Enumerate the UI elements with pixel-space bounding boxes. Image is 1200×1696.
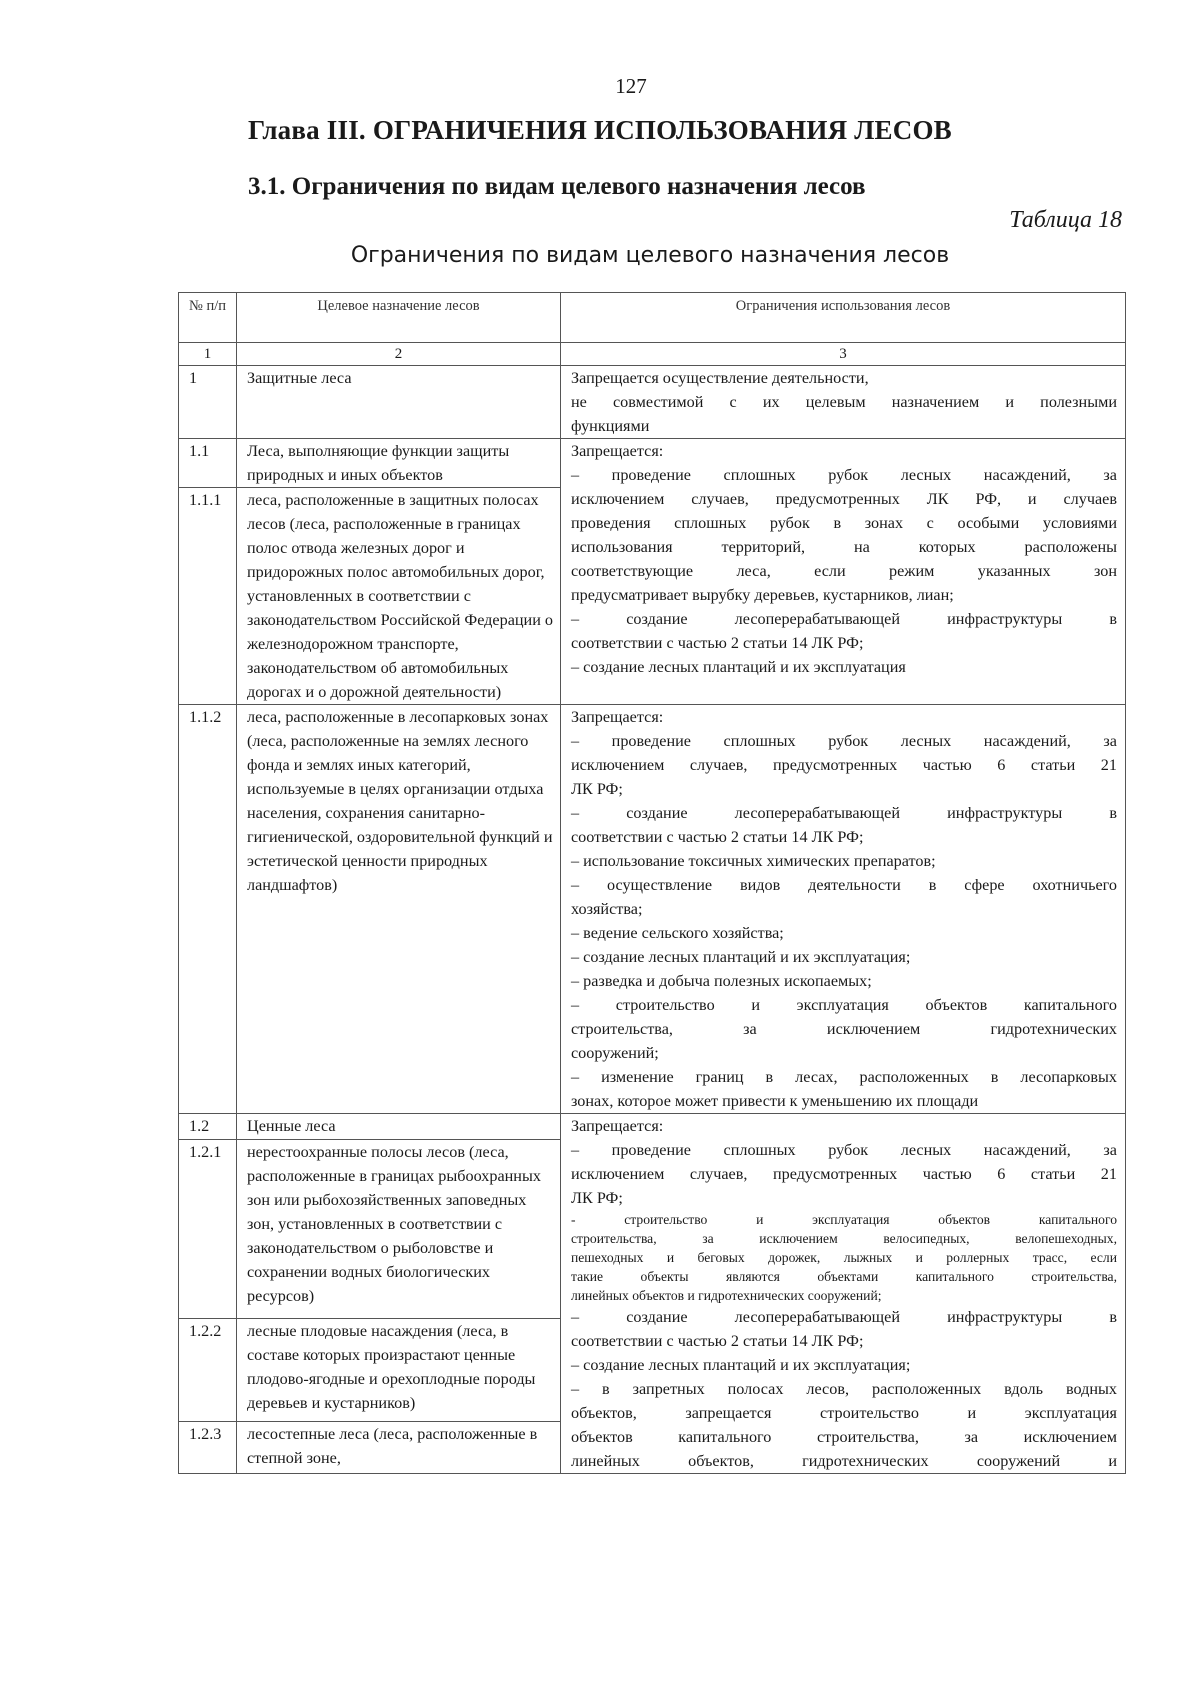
row-purpose: леса, расположенные в лесопарковых зонах (леса, расположенные на землях лесного фонда и землях иных категорий, используемые в целях организации отдыха населения, сохранения санитарно-гигиенической, оздоровительной функций и эстетической ценности природных ландшафтов) (237, 705, 561, 1114)
restriction-line: – создание лесоперерабатывающей инфраструктуры в (571, 804, 1117, 822)
restriction-line: Запрещается: (571, 442, 664, 460)
restriction-line: – создание лесных плантаций и их эксплуатация; (571, 1356, 911, 1374)
header-purpose: Целевое назначение лесов (237, 293, 561, 343)
restriction-line: – проведение сплошных рубок лесных насаждений, за (571, 466, 1117, 484)
row-num: 1 (179, 366, 237, 439)
restriction-line: пешеходных и беговых дорожек, лыжных и роллерных трасс, если (571, 1250, 1117, 1265)
restriction-line: Запрещается: (571, 708, 664, 726)
table-header-row (179, 293, 1126, 343)
restriction-line: такие объекты являются объектами капитального строительства, (571, 1269, 1117, 1284)
restriction-line: объектов капитального строительства, за исключением (571, 1428, 1117, 1446)
restriction-line: – использование токсичных химических препаратов; (571, 852, 936, 870)
header-num: № п/п (179, 293, 237, 343)
merged-restrictions-1-1 (561, 439, 1126, 705)
restriction-line: не совместимой с их целевым назначением и полезными (571, 393, 1117, 411)
restriction-line: сооружений; (571, 1044, 659, 1062)
restriction-line: – в запретных полосах лесов, расположенных вдоль водных (571, 1380, 1117, 1398)
row-num: 1.1.1 (179, 488, 237, 705)
header-restrictions: Ограничения использования лесов (561, 293, 1126, 343)
row-purpose: леса, расположенные в защитных полосах лесов (леса, расположенные в границах полос отвода железных дорог и придорожных полос автомобильных дорог, установленных в соответствии с законодательством Российской Федерации о железнодорожном транспорте, законодательством об автомобильных дорогах и о дорожной деятельности) (237, 488, 561, 705)
restriction-line: – ведение сельского хозяйства; (571, 924, 784, 942)
row-num: 1.1 (179, 439, 237, 488)
restriction-line: линейных объектов, гидротехнических сооружений и (571, 1452, 1117, 1470)
restriction-line: – создание лесоперерабатывающей инфраструктуры в (571, 610, 1117, 628)
restriction-line: - строительство и эксплуатация объектов капитального (571, 1212, 1117, 1227)
restriction-line: исключением случаев, предусмотренных частью 6 статьи 21 (571, 756, 1117, 774)
page-number: 127 (615, 74, 647, 98)
restriction-line: – осуществление видов деятельности в сфере охотничьего (571, 876, 1117, 894)
restriction-line: Запрещается: (571, 1117, 664, 1135)
section-title: 3.1. Ограничения по видам целевого назначения лесов (248, 173, 866, 200)
restriction-line: соответствии с частью 2 статьи 14 ЛК РФ; (571, 1332, 864, 1350)
restriction-line: – изменение границ в лесах, расположенных в лесопарковых (571, 1068, 1117, 1086)
col-number-1: 1 (179, 343, 237, 366)
row-restrictions (561, 366, 1126, 439)
restriction-line: соответствии с частью 2 статьи 14 ЛК РФ; (571, 828, 864, 846)
restrictions-table (178, 292, 1126, 1474)
restriction-line: строительства, за исключением велосипедных, велопешеходных, (571, 1231, 1117, 1246)
row-purpose: лесные плодовые насаждения (леса, в составе которых произрастают ценные плодово-ягодные и орехоплодные породы деревьев и кустарников) (237, 1319, 561, 1422)
chapter-title: Глава III. ОГРАНИЧЕНИЯ ИСПОЛЬЗОВАНИЯ ЛЕСОВ (248, 115, 952, 145)
restriction-line: – проведение сплошных рубок лесных насаждений, за (571, 732, 1117, 750)
table-row (179, 1114, 1126, 1140)
restriction-line: – разведка и добыча полезных ископаемых; (571, 972, 872, 990)
restriction-line: – создание лесных плантаций и их эксплуатация (571, 658, 906, 676)
restriction-line: использования территорий, на которых расположены (571, 538, 1117, 556)
restriction-line: – проведение сплошных рубок лесных насаждений, за (571, 1141, 1117, 1159)
restriction-line: исключением случаев, предусмотренных частью 6 статьи 21 (571, 1165, 1117, 1183)
table-caption: Ограничения по видам целевого назначения лесов (350, 243, 950, 268)
restriction-line: Запрещается осуществление деятельности, (571, 369, 869, 387)
row-purpose: Леса, выполняющие функции защиты природных и иных объектов (237, 439, 561, 488)
row-purpose: Защитные леса (237, 366, 561, 439)
row-num: 1.2 (179, 1114, 237, 1140)
restriction-line: исключением случаев, предусмотренных ЛК РФ, и случаев (571, 490, 1117, 508)
restriction-line: предусматривает вырубку деревьев, кустарников, лиан; (571, 586, 954, 604)
table-row (179, 705, 1126, 1114)
row-restrictions (561, 705, 1126, 1114)
restriction-line: функциями (571, 417, 650, 435)
restriction-line: хозяйства; (571, 900, 643, 918)
table-row (179, 439, 1126, 488)
row-purpose: нерестоохранные полосы лесов (леса, расположенные в границах рыбоохранных зон или рыбохозяйственных заповедных зон, установленных в соответствии с законодательством о рыболовстве и сохранении водных биологических ресурсов) (237, 1140, 561, 1319)
restriction-line: соответствии с частью 2 статьи 14 ЛК РФ; (571, 634, 864, 652)
row-purpose: Ценные леса (237, 1114, 561, 1140)
restriction-line: – создание лесных плантаций и их эксплуатация; (571, 948, 911, 966)
restriction-line: – создание лесоперерабатывающей инфраструктуры в (571, 1308, 1117, 1326)
row-num: 1.1.2 (179, 705, 237, 1114)
restriction-line: ЛК РФ; (571, 780, 623, 798)
column-number-row (179, 343, 1126, 366)
merged-restrictions-1-2 (561, 1114, 1126, 1474)
restriction-line: объектов, запрещается строительство и эксплуатация (571, 1404, 1117, 1422)
restriction-line: линейных объектов и гидротехнических сооружений; (571, 1288, 882, 1303)
row-num: 1.2.1 (179, 1140, 237, 1319)
restriction-line: проведения сплошных рубок в зонах с особыми условиями (571, 514, 1117, 532)
table-number: Таблица 18 (1009, 207, 1122, 233)
restriction-line: соответствующие леса, если режим указанных зон (571, 562, 1117, 580)
restriction-line: – строительство и эксплуатация объектов капитального (571, 996, 1117, 1014)
row-purpose: лесостепные леса (леса, расположенные в степной зоне, (237, 1422, 561, 1474)
col-number-2: 2 (237, 343, 561, 366)
restriction-line: ЛК РФ; (571, 1189, 623, 1207)
restriction-line: зонах, которое может привести к уменьшению их площади (571, 1092, 979, 1110)
col-number-3: 3 (561, 343, 1126, 366)
row-num: 1.2.2 (179, 1319, 237, 1422)
restriction-line: строительства, за исключением гидротехнических (571, 1020, 1117, 1038)
row-num: 1.2.3 (179, 1422, 237, 1474)
table-row (179, 366, 1126, 439)
